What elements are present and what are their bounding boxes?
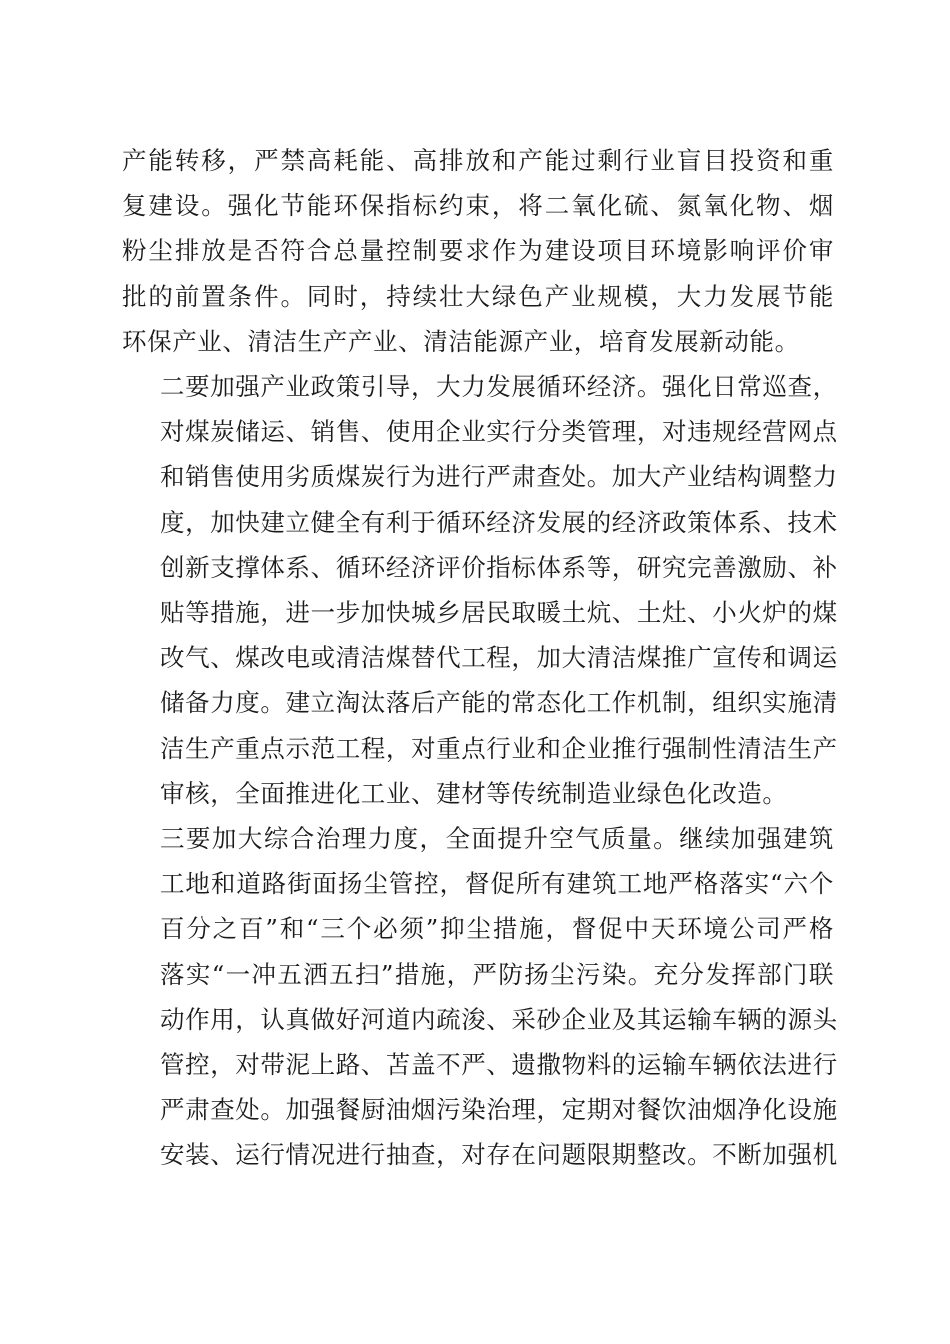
text-line: 对煤炭储运、销售、使用企业实行分类管理，对违规经营网点 [160,417,838,447]
text-line: 洁生产重点示范工程，对重点行业和企业推行强制性清洁生产 [160,733,838,763]
text-line: 严肃查处。加强餐厨油烟污染治理，定期对餐饮油烟净化设施 [160,1095,838,1125]
text-line: 产能转移，严禁高耗能、高排放和产能过剩行业盲目投资和重 [122,146,834,175]
text-line: 审核，全面推进化工业、建材等传统制造业绿色化改造。 [160,778,788,808]
text-line: 改气、煤改电或清洁煤替代工程，加大清洁煤推广宣传和调运 [160,643,838,673]
text-line: 创新支撑体系、循环经济评价指标体系等，研究完善激励、补 [160,552,838,582]
text-line: 贴等措施，进一步加快城乡居民取暖土炕、土灶、小火炉的煤 [160,598,838,628]
text-line: 储备力度。建立淘汰落后产能的常态化工作机制，组织实施清 [160,688,838,718]
text-line: 粉尘排放是否符合总量控制要求作为建设项目环境影响评价审 [122,236,834,266]
text-line: 度，加快建立健全有利于循环经济发展的经济政策体系、技术 [160,507,838,537]
text-line: 批的前置条件。同时，持续壮大绿色产业规模，大力发展节能 [122,281,834,311]
text-line: 和销售使用劣质煤炭行为进行严肃查处。加大产业结构调整力 [160,462,838,492]
text-line: 安装、运行情况进行抽查，对存在问题限期整改。不断加强机 [160,1140,838,1170]
text-line: 二要加强产业政策引导，大力发展循环经济。强化日常巡查， [160,372,838,402]
paragraph-2 [122,364,838,816]
text-line: 管控，对带泥上路、苫盖不严、遗撒物料的运输车辆依法进行 [160,1050,838,1080]
text-line: 百分之百”和“三个必须”抑尘措施，督促中天环境公司严格 [160,914,834,944]
paragraph-1 [122,138,834,364]
text-line: 动作用，认真做好河道内疏浚、采砂企业及其运输车辆的源头 [160,1004,838,1034]
text-line: 复建设。强化节能环保指标约束，将二氧化硫、氮氧化物、烟 [122,191,834,221]
text-line: 工地和道路街面扬尘管控，督促所有建筑工地严格落实“六个 [160,869,834,899]
text-line: 三要加大综合治理力度，全面提升空气质量。继续加强建筑 [160,824,834,854]
text-line: 落实“一冲五洒五扫”措施，严防扬尘污染。充分发挥部门联 [160,959,834,989]
body-text [122,138,838,1178]
text-line: 环保产业、清洁生产产业、清洁能源产业，培育发展新动能。 [122,326,800,356]
paragraph-3 [122,816,838,1178]
